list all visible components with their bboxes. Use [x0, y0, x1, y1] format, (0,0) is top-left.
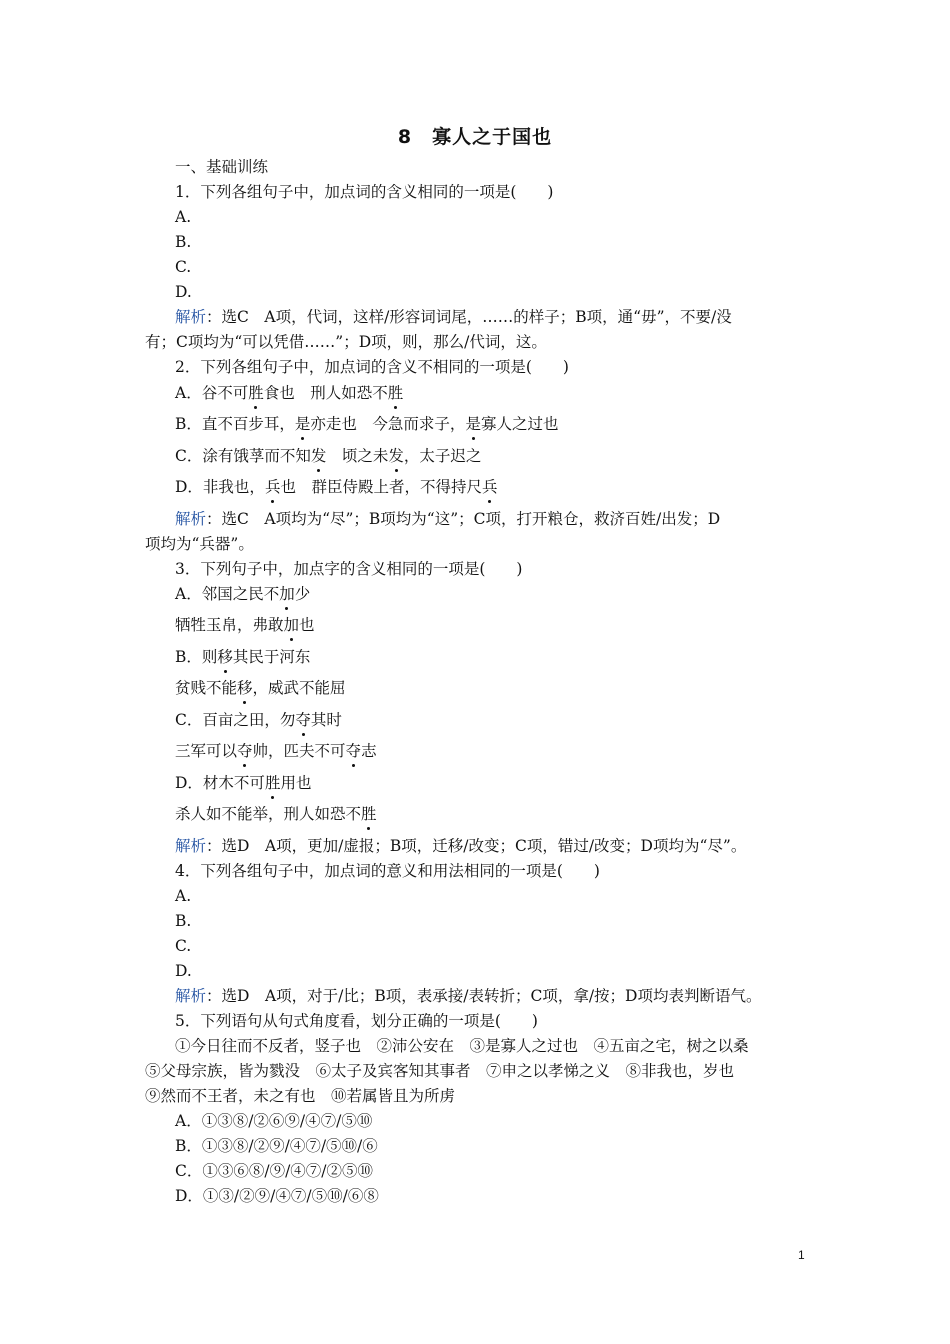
q3-option-d-line2: 杀人如不能举，刑人如恐不胜: [175, 805, 377, 823]
q4-analysis-line1: 解析：选D A项，对于/比；B项，表承接/表转折；C项，拿/按；D项均表判断语气。: [175, 987, 762, 1005]
analysis-label: 解析: [175, 837, 207, 855]
analysis-label: 解析: [175, 987, 207, 1005]
q5-option-a: A．①③⑧/②⑥⑨/④⑦/⑤⑩: [175, 1112, 373, 1130]
dotted-char: 胜: [387, 384, 404, 402]
q2-analysis-line1: 解析：选C A项均为“尽”；B项均为“这”；C项，打开粮仓，救济百姓/出发；D: [175, 510, 721, 528]
dotted-char: 移: [217, 648, 233, 666]
dotted-char: 兵: [264, 478, 281, 496]
q4-option-d: D.: [175, 962, 192, 980]
dotted-char: 是: [465, 415, 481, 433]
q2-option-d: D．非我也，兵也 群臣侍殿上者，不得持尺兵: [175, 478, 498, 496]
q2-option-c: C．涂有饿莩而不知发 顷之未发，太子迟之: [175, 447, 482, 465]
q5-stem: 5．下列语句从句式角度看，划分正确的一项是( ): [175, 1012, 538, 1030]
q5-option-c: C．①③⑥⑧/⑨/④⑦/②⑤⑩: [175, 1162, 374, 1180]
q1-option-a: A.: [175, 208, 192, 226]
q5-sentences-line3: ⑨然而不王者，未之有也 ⑩若属皆且为所虏: [145, 1087, 456, 1105]
q1-option-c: C.: [175, 258, 192, 276]
q1-stem: 1．下列各组句子中，加点词的含义相同的一项是( ): [175, 183, 554, 201]
q5-option-b: B．①③⑧/②⑨/④⑦/⑤⑩/⑥: [175, 1137, 378, 1155]
analysis-label: 解析: [175, 510, 207, 528]
analysis-label: 解析: [175, 308, 207, 326]
dotted-char: 兵: [481, 478, 498, 496]
section-heading: 一、基础训练: [175, 158, 269, 176]
q3-option-a-line2: 牺牲玉帛，弗敢加也: [175, 616, 315, 634]
q4-option-c: C.: [175, 937, 192, 955]
page-number: 1: [798, 1248, 805, 1262]
dotted-char: 加: [279, 585, 295, 603]
q2-stem: 2．下列各组句子中，加点词的含义不相同的一项是( ): [175, 358, 569, 376]
q3-option-d-line1: D．材木不可胜用也: [175, 774, 312, 792]
q3-option-c-line1: C．百亩之田，勿夺其时: [175, 711, 342, 729]
dotted-char: 胜: [248, 384, 264, 402]
q2-analysis-line2: 项均为“兵器”。: [145, 535, 254, 553]
dotted-char: 加: [283, 616, 300, 634]
q5-sentences-line2: ⑤父母宗族，皆为戮没 ⑥太子及宾客知其事者 ⑦申之以孝悌之义 ⑧非我也，岁也: [145, 1062, 735, 1080]
dotted-char: 胜: [264, 774, 281, 792]
dotted-char: 夺: [345, 742, 362, 760]
q3-option-c-line2: 三军可以夺帅，匹夫不可夺志: [175, 742, 377, 760]
q3-option-a-line1: A．邻国之民不加少: [175, 585, 311, 603]
dotted-char: 是: [294, 415, 311, 433]
q4-option-b: B.: [175, 912, 192, 930]
q1-analysis-line1: 解析：选C A项，代词，这样/形容词词尾，……的样子；B项，通“毋”，不要/没: [175, 308, 732, 326]
dotted-char: 发: [388, 447, 404, 465]
dotted-char: 夺: [237, 742, 253, 760]
q2-option-a: A．谷不可胜食也 刑人如恐不胜: [175, 384, 404, 402]
q1-option-b: B.: [175, 233, 192, 251]
q1-option-d: D.: [175, 283, 192, 301]
dotted-char: 发: [310, 447, 327, 465]
q1-analysis-line2: 有；C项均为“可以凭借……”；D项，则，那么/代词，这。: [145, 333, 547, 351]
q3-analysis-line1: 解析：选D A项，更加/虚报；B项，迁移/改变；C项，错过/改变；D项均为“尽”。: [175, 837, 747, 855]
q2-option-b: B．直不百步耳，是亦走也 今急而求子，是寡人之过也: [175, 415, 559, 433]
dotted-char: 胜: [361, 805, 377, 823]
q5-sentences-line1: ①今日往而不反者，竖子也 ②沛公安在 ③是寡人之过也 ④五亩之宅，树之以桑: [175, 1037, 749, 1055]
q3-option-b-line1: B．则移其民于河东: [175, 648, 311, 666]
q3-option-b-line2: 贫贱不能移，威武不能屈: [175, 679, 346, 697]
page-title: 8 寡人之于国也: [397, 126, 553, 148]
q4-option-a: A.: [175, 887, 192, 905]
dotted-char: 夺: [295, 711, 311, 729]
q4-stem: 4．下列各组句子中，加点词的意义和用法相同的一项是( ): [175, 862, 600, 880]
dotted-char: 移: [237, 679, 253, 697]
q3-stem: 3．下列句子中，加点字的含义相同的一项是( ): [175, 560, 523, 578]
q5-option-d: D．①③/②⑨/④⑦/⑤⑩/⑥⑧: [175, 1187, 379, 1205]
